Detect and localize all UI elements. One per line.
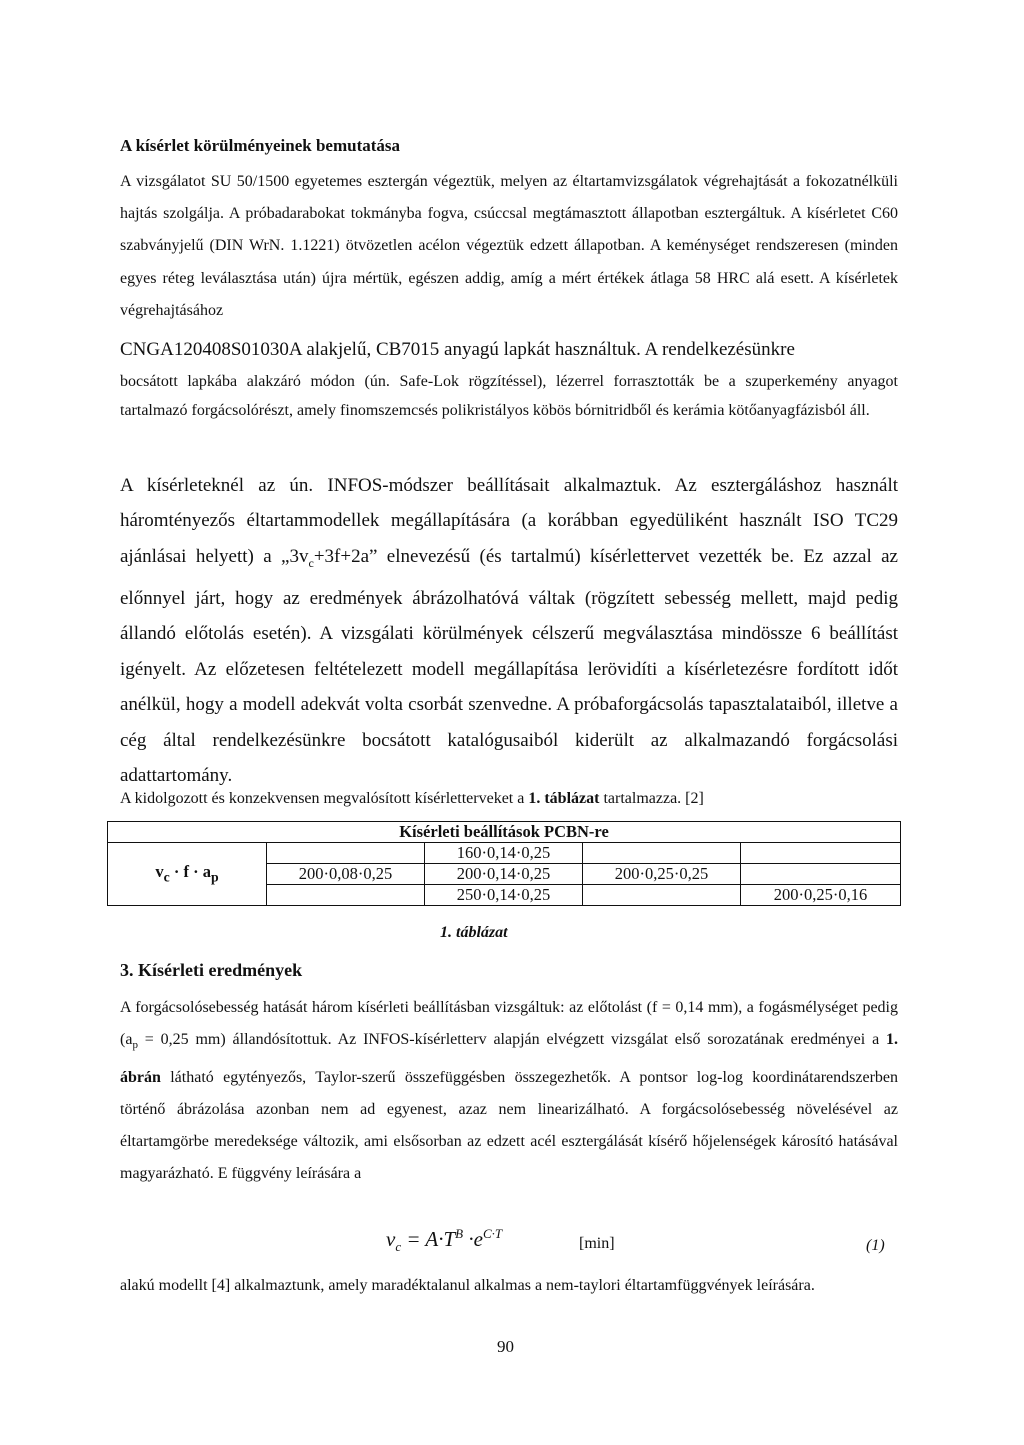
paragraph-2: A kísérleteknél az ún. INFOS-módszer beállításait alkalmaztuk. Az esztergáláshoz használt háromtényezős éltartammodellek megállapítására (a korábban egyedüliként használt ISO TC29 ajánlásai helyett) a $„3v_c+3f+2a$” elnevezésű (és tartalmú) kísérlettervet vezették be. Ez azzal az előnnyel járt, hogy az eredmények ábrázolhatóvá váltak (rögzített sebesség mellett, majd pedig állandó előtolás esetén). A vizsgálati körülmények célszerű megválasztása mindössze 6 beállítást igényelt. Az előzetesen feltételezett modell megállapítása lerövidíti a kísérletezésre fordított időt anélkül, hogy a modell adekvát volta csorbát szenvedne. A próbaforgácsolás tapasztalataiból, illetve a cég által rendelkezésünkre bocsátott katalógusaiból kiderült az alkalmazandó forgácsolási adattartomány. <box>120 475 898 787</box>
table-cell <box>583 843 741 864</box>
row-label: $v_c \cdot f \cdot a_p$ <box>108 843 267 906</box>
table-cell: 200·0,25·0,16 <box>741 885 901 906</box>
table-cell <box>741 864 901 885</box>
paragraph-3: A forgácsolósebesség hatását három kísérleti beállításban vizsgáltuk: az előtolást (f = 0,14 mm), a fogásmélységet pedig ($a_p = 0,25$ mm) állandósítottuk. Az INFOS-kísérletterv alapján elvégzett vizsgálat első sorozatának eredményei a 1. ábrán látható egytényezős, Taylor-szerű összefüggésben összegezhetők. A pontsor log-log koordinátarendszerben történő ábrázolása azonban nem ad egyenest, azaz nem linearizálható. A forgácsolósebesség növelésével az éltartamgörbe meredeksége változik, ami elsősorban az edzett acél esztergálását kísérő hőjelenségek károsító hatásával magyarázható. E függvény leírására a <box>120 999 898 1183</box>
table-cell <box>741 843 901 864</box>
section-title: A kísérlet körülményeinek bemutatása <box>120 136 401 155</box>
paragraph-4: alakú modellt [4] alkalmaztunk, amely maradéktalanul alkalmas a nem-taylori éltartamfüggvények leírására. <box>120 1277 815 1294</box>
paragraph-1-rest: bocsátott lapkába alakzáró módon (ún. Safe-Lok rögzítéssel), lézerrel forrasztották be a szuperkemény anyagot tartalmazó forgácsolórészt, amely finomszemcsés polikristályos köbös bórnitridből és kerámia kötőanyagfázisból áll. <box>120 373 898 419</box>
table-cell: 200·0,25·0,25 <box>583 864 741 885</box>
table-caption: 1. táblázat <box>440 924 508 941</box>
paragraph-1-line: CNGA120408S01030A alakjelű, CB7015 anyagú lapkát használtuk. A rendelkezésünkre <box>120 339 795 360</box>
table-cell: 200·0,08·0,25 <box>267 864 425 885</box>
formula: $v_c = A\cdot T^B \cdot e^{C\cdot T}$ <box>386 1226 503 1255</box>
table-cell: 250·0,14·0,25 <box>425 885 583 906</box>
equation-number: (1) <box>866 1237 885 1254</box>
page-number: 90 <box>497 1337 514 1356</box>
table-intro: A kidolgozott és konzekvensen megvalósított kísérletterveket a 1. táblázat tartalmazza. [2] <box>120 790 704 807</box>
table-title: Kísérleti beállítások PCBN-re <box>108 822 901 843</box>
paragraph-1: A vizsgálatot SU 50/1500 egyetemes esztergán végeztük, melyen az éltartamvizsgálatok végrehajtását a fokozatnélküli hajtás szolgálja. A próbadarabokat tokmányba fogva, csúccsal megtámasztott állapotban esztergáltuk. A kísérletet C60 szabványjelű (DIN WrN. 1.1221) ötvözetlen acélon végeztük edzett állapotban. A keménységet rendszeresen (minden egyes réteg leválasztása után) újra mértük, egészen addig, amíg a mért értékek átlaga 58 HRC alá esett. A kísérletek végrehajtásához <box>120 173 898 319</box>
experiment-table <box>107 821 901 906</box>
formula-unit: [min] <box>579 1235 615 1252</box>
table-cell: 200·0,14·0,25 <box>425 864 583 885</box>
table-cell <box>267 885 425 906</box>
table-cell <box>583 885 741 906</box>
table-cell: 160·0,14·0,25 <box>425 843 583 864</box>
section-3-title: 3. Kísérleti eredmények <box>120 960 303 980</box>
table-cell <box>267 843 425 864</box>
